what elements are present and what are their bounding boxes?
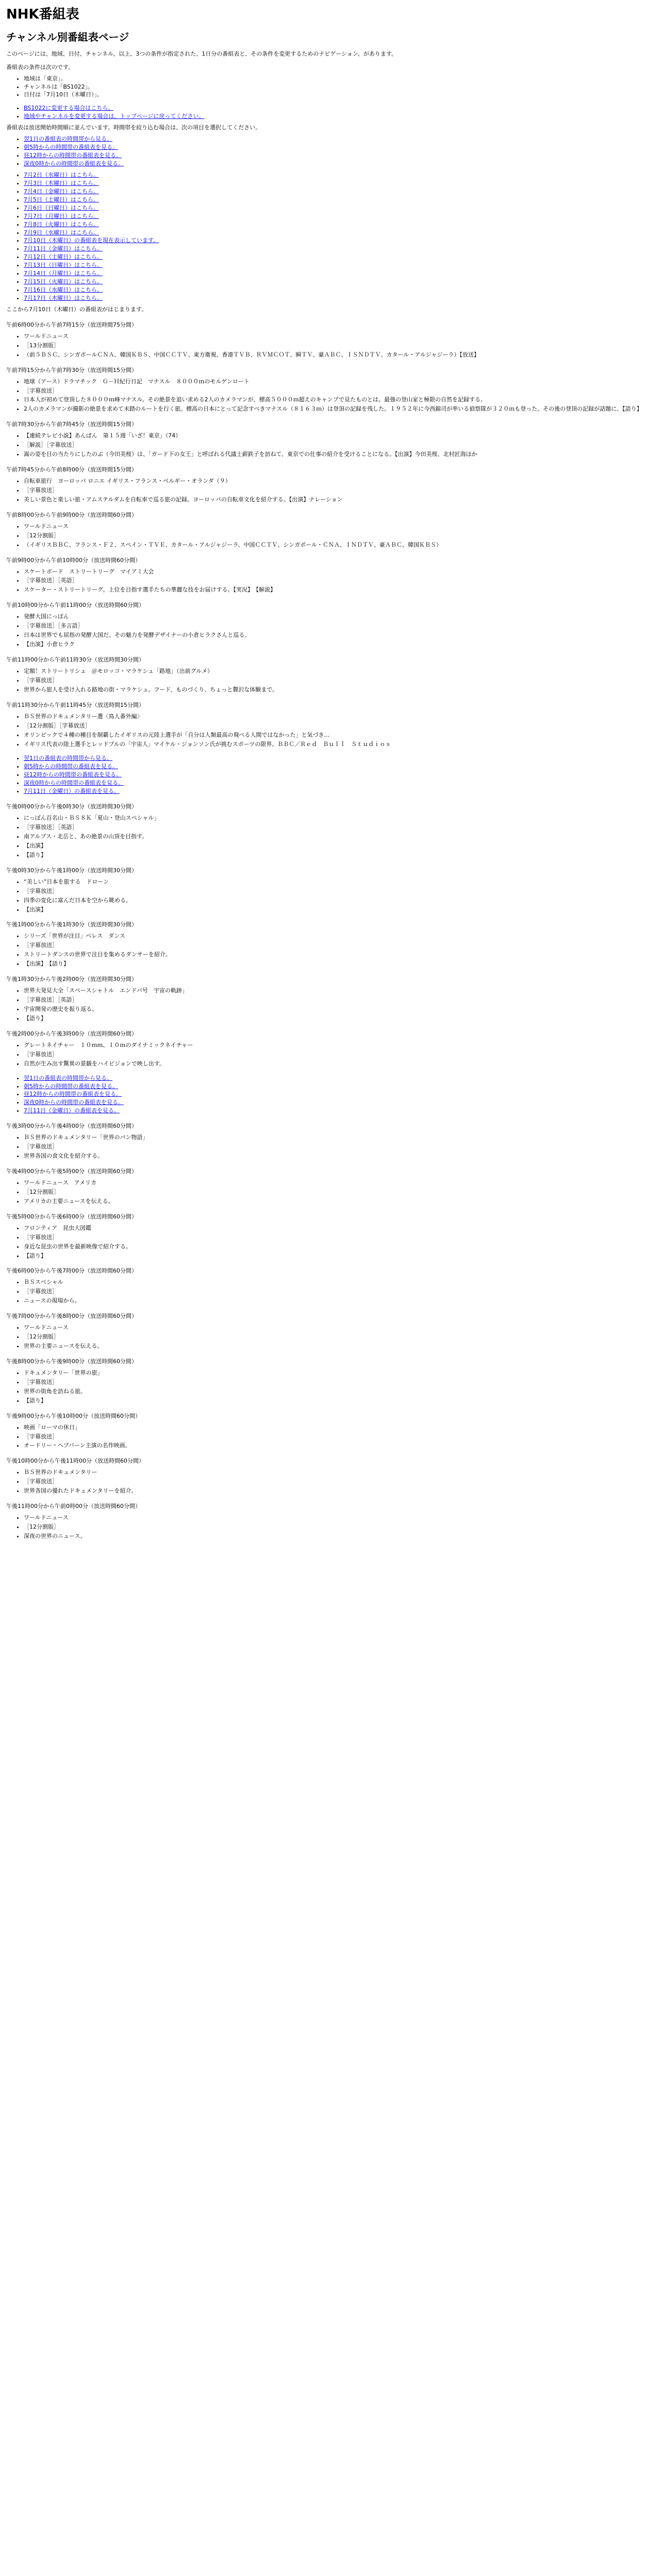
- program-detail: • イギリス代表の陸上選手とレッドブルの「宇宙人」マイケル・ジョンソン氏が挑むスポーツの限界。ＢＢＣ／Ｒｅｄ Ｂｕｌｌ Ｓｔｕｄｉｏｓ: [24, 740, 643, 749]
- program-list-b: [6, 803, 643, 1067]
- program-list-a: [6, 321, 643, 749]
- program-title: • 【連続テレビ小説】あんぱん 第１５週「いざ！東京」（74）: [24, 432, 643, 440]
- time-link[interactable]: 深夜0時からの時間帯の番組表を見る。: [24, 779, 124, 787]
- conditions-label: 番組表の条件は次のです。: [6, 63, 74, 71]
- page-title: チャンネル別番組表ページ: [6, 30, 129, 43]
- program-detail: • ［字幕放送］［多言語］: [24, 622, 643, 630]
- program-title: • フロンティア 昆虫大図鑑: [24, 1224, 643, 1232]
- date-link[interactable]: 7月7日（月曜日）はこちら。: [24, 212, 99, 219]
- program-detail: • ［字幕放送］［英語］: [24, 823, 643, 832]
- program-detail: • 世界各国の優れたドキュメンタリーを紹介。: [24, 1487, 643, 1495]
- date-link[interactable]: 7月15日（火曜日）はこちら。: [24, 278, 103, 285]
- time-link[interactable]: 朝5時からの時間帯の番組表を見る。: [24, 1082, 118, 1090]
- program-detail: • ［字幕放送］: [24, 887, 643, 895]
- program-entry: [6, 1412, 643, 1450]
- program-entry: [6, 420, 643, 459]
- program-detail: • ［13分割版］: [24, 342, 643, 350]
- program-detail: • ［字幕放送］: [24, 676, 643, 685]
- program-entry: [6, 867, 643, 914]
- program-detail: • ［字幕放送］: [24, 1287, 643, 1296]
- program-title: • 定額！ストリートリシュ ＠モロッコ・マラケシュ「路地」（出前グルメ）: [24, 667, 643, 675]
- program-detail: • ［字幕放送］: [24, 387, 643, 395]
- program-details: [6, 432, 643, 459]
- program-details: [6, 987, 643, 1023]
- program-details: [6, 477, 643, 504]
- program-time: 午後7時00分から午後8時00分（放送時間60分間）: [6, 1313, 137, 1320]
- program-time: 午後10時00分から午後11時00分（放送時間60分間）: [6, 1458, 144, 1465]
- date-link[interactable]: 7月2日（水曜日）はこちら。: [24, 171, 99, 178]
- program-detail: • ［12分割版］: [24, 1523, 643, 1531]
- program-time: 午後1時30分から午後2時00分（放送時間30分間）: [6, 976, 137, 983]
- program-detail: • オリンピックで４種の種目を制覇したイギリスの元陸上選手が「自分は人類最高の飛べる人間ではなかった」と気づき…: [24, 731, 643, 739]
- time-link[interactable]: 深夜0時からの時間帯の番組表を見る。: [24, 160, 124, 167]
- date-link[interactable]: 7月17日（木曜日）はこちら。: [24, 295, 103, 301]
- time-nav-b: [6, 754, 643, 795]
- program-detail: • 四季の変化に富んだ日本を空から眺める。: [24, 896, 643, 905]
- program-title: • ＢＳスペシャル: [24, 1278, 643, 1286]
- time-note: 番組表は放送開始時間順に並んでいます。時間帯を絞り込む場合は、次の項目を選択してください。: [6, 124, 261, 131]
- program-title: • ワールドニュース: [24, 1324, 643, 1332]
- program-time: 午前7時15分から午前7時30分（放送時間15分間）: [6, 366, 137, 374]
- date-link-current[interactable]: 7月10日（木曜日）の番組表を現在表示しています。: [24, 237, 159, 244]
- program-time: 午後2時00分から午後3時00分（放送時間60分間）: [6, 1030, 137, 1037]
- program-entry: [6, 1030, 643, 1068]
- date-link[interactable]: 7月6日（日曜日）はこちら。: [24, 204, 99, 211]
- program-time: 午後8時00分から午後9時00分（放送時間60分間）: [6, 1358, 137, 1365]
- program-detail: • ［字幕放送］: [24, 1143, 643, 1151]
- program-detail: • （イギリスＢＢＣ、フランス・Ｆ２、スペイン・ＴＶＥ、カタール・アルジャジーラ、中国ＣＣＴＶ、シンガポール・ＣＮＡ、ＩＮＤＴＶ、豪ＡＢＣ、韓国ＫＢＳ）: [24, 541, 643, 549]
- program-detail: • 日本は世界でも屈指の発酵大国だ。その魅力を発酵デザイナーの小倉ヒラクさんと巡る。: [24, 631, 643, 639]
- program-entry: [6, 701, 643, 749]
- program-details: [6, 1224, 643, 1260]
- program-entry: [6, 1167, 643, 1206]
- program-detail: • 【語り】: [24, 1014, 643, 1023]
- program-title: • ワールドニュース アメリカ: [24, 1179, 643, 1187]
- program-title: • ワールドニュース: [24, 522, 643, 531]
- time-links-a: [6, 135, 643, 168]
- program-title: • 世界大発見大全「スペースシャトル エンドバ号 宇宙の軌跡」: [24, 987, 643, 995]
- program-details: [6, 1423, 643, 1450]
- program-time: 午前9時00分から午前10時00分（放送時間60分間）: [6, 556, 141, 564]
- program-entry: [6, 511, 643, 549]
- program-detail: • 世界から旅人を受け入れる路地の街・マラケシュ。フード、ものづくり、ちょっと贅沢な体験まで。: [24, 686, 643, 694]
- program-entry: [6, 1213, 643, 1260]
- program-detail: • 【語り】: [24, 1252, 643, 1260]
- program-detail: • 【出演】小倉ヒラク: [24, 640, 643, 649]
- program-title: • 地球（アース）ドラマチック Ｇ－Ｈ紀行日記 マナスル ８０００ｍのモルゲンロート: [24, 378, 643, 386]
- program-detail: • アメリカの主要ニュースを伝える。: [24, 1197, 643, 1206]
- program-details: [6, 878, 643, 914]
- condition-item: • 日付は「7月10日（木曜日）」。: [24, 91, 643, 99]
- program-entry: [6, 601, 643, 649]
- program-detail: • 世界各国の食文化を紹介する。: [24, 1152, 643, 1160]
- program-entry: [6, 556, 643, 595]
- change-channel-link[interactable]: BS1022に変更する場合はこちら。: [24, 105, 114, 112]
- program-detail: • ［字幕放送］: [24, 1233, 643, 1242]
- date-link[interactable]: 7月5日（土曜日）はこちら。: [24, 196, 99, 203]
- program-detail: • ストリートダンスの世界で注目を集めるダンサーを紹介。: [24, 951, 643, 959]
- program-time: 午前8時00分から午前9時00分（放送時間60分間）: [6, 511, 137, 518]
- program-time: 午前6時00分から午前7時15分（放送時間75分間）: [6, 321, 137, 328]
- program-detail: • ［字幕放送］: [24, 1050, 643, 1059]
- program-detail: • ［字幕放送］: [24, 1378, 643, 1386]
- program-time: 午前11時00分から午前11時30分（放送時間30分間）: [6, 656, 144, 663]
- program-entry: [6, 466, 643, 504]
- program-entry: [6, 321, 643, 359]
- program-detail: • ［字幕放送］: [24, 1478, 643, 1486]
- program-detail: • オードリー・ヘプバーン主演の名作映画。: [24, 1442, 643, 1450]
- program-detail: • 世界の主要ニュースを伝える。: [24, 1342, 643, 1350]
- condition-item: • 地域は「東京」。: [24, 75, 643, 83]
- program-title: • ドキュメンタリー「世界の旅」: [24, 1369, 643, 1377]
- program-detail: • ［字幕放送］: [24, 486, 643, 495]
- program-time: 午前7時30分から午前7時45分（放送時間15分間）: [6, 421, 137, 428]
- program-title: • ワールドニュース: [24, 1514, 643, 1522]
- program-time: 午後4時00分から午後5時00分（放送時間60分間）: [6, 1168, 137, 1175]
- date-link[interactable]: 7月16日（水曜日）はこちら。: [24, 286, 103, 294]
- program-title: • ＢＳ世界のドキュメンタリー選〈鳥人番外編〉: [24, 713, 643, 721]
- program-entry: [6, 1312, 643, 1350]
- program-details: [6, 378, 643, 414]
- program-detail: • スケーター・ストリートリーグ。上位を目指す選手たちの華麗な技をお届けする。【実況】 【解説】: [24, 586, 643, 594]
- program-details: [6, 522, 643, 549]
- date-link[interactable]: 7月12日（土曜日）はこちら。: [24, 253, 103, 261]
- program-time: 午後0時00分から午後0時30分（放送時間30分間）: [6, 803, 137, 810]
- program-title: • 映画「ローマの休日」: [24, 1423, 643, 1432]
- date-links: [6, 171, 643, 302]
- program-time: 午前7時45分から午前8時00分（放送時間15分間）: [6, 466, 137, 473]
- program-entry: [6, 975, 643, 1023]
- date-link[interactable]: 7月11日（金曜日）はこちら。: [24, 245, 103, 252]
- program-time: 午後11時00分から午前0時00分（放送時間60分間）: [6, 1503, 141, 1510]
- program-detail: • 身近な昆虫の世界を最新映像で紹介する。: [24, 1243, 643, 1251]
- program-time: 午後9時00分から午後10時00分（放送時間60分間）: [6, 1412, 141, 1419]
- program-details: [6, 667, 643, 694]
- program-details: [6, 1278, 643, 1305]
- program-time: 午後5時00分から午後6時00分（放送時間60分間）: [6, 1213, 137, 1220]
- program-detail: • 自然が生み出す驚異の景観をハイビジョンで映し出す。: [24, 1060, 643, 1068]
- program-detail: • 【語り】: [24, 1397, 643, 1405]
- date-link[interactable]: 7月4日（金曜日）はこちら。: [24, 188, 99, 195]
- program-title: • ＢＳ世界のドキュメンタリー「世界のパン物語」: [24, 1133, 643, 1142]
- program-title: • ＢＳ世界のドキュメンタリー: [24, 1468, 643, 1477]
- program-time: 午後3時00分から午後4時00分（放送時間60分間）: [6, 1123, 137, 1130]
- time-links-c: [6, 1074, 643, 1115]
- program-time: 午前10時00分から午前11時00分（放送時間60分間）: [6, 602, 144, 609]
- intro-text: このページには、地域、日付、チャンネル、以上、3つの条件が指定された、1日分の番組表と、その条件を変更するためのナビゲーション、があります。: [6, 50, 398, 57]
- program-details: [6, 332, 643, 359]
- date-link[interactable]: 7月8日（火曜日）はこちら。: [24, 221, 99, 228]
- program-title: • “美しい”日本を旅する ドローン: [24, 878, 643, 886]
- program-detail: • 【出演】 【語り】: [24, 960, 643, 968]
- program-details: [6, 1369, 643, 1405]
- program-detail: • 嵩の姿を目の当たりにしたのぶ（今田美桜）は、「ガード下の女王」と呼ばれる代議士薪鉄子を訪ねて、東京での仕事の紹介を受けることになる。【出演】今田美桜、北村匠海ほか: [24, 450, 643, 459]
- program-details: [6, 1041, 643, 1068]
- time-link[interactable]: 翌1日の番組表の時間帯から見る。: [24, 1074, 112, 1081]
- program-title: • 発酵大国にっぽん: [24, 613, 643, 621]
- program-detail: • 2人のカメラマンが撮影の絶景を求めて未踏のルートを行く旅。標高の日本にとって記念すべきマナスル（８１６３ｍ）は登頂の記録を残した。１９５２年に今西錦司が率いる偵察隊が３２０ｍも登った。その後の登頂の記録が話題に。【語り】: [24, 405, 643, 413]
- program-entry: [6, 1267, 643, 1305]
- program-detail: • 【出演】: [24, 842, 643, 850]
- next-day-link[interactable]: 7月11日（金曜日）の番組表を見る。: [24, 1107, 120, 1114]
- time-link[interactable]: 昼12時からの時間帯の番組表を見る。: [24, 1091, 122, 1098]
- program-detail: • ニュースの現場から。: [24, 1297, 643, 1305]
- time-link[interactable]: 深夜0時からの時間帯の番組表を見る。: [24, 1099, 124, 1106]
- program-title: • スケートボード ストリートリーグ マイアミ大会: [24, 568, 643, 576]
- program-detail: • 日本人が初めて登頂した８０００ｍ峰マナスル。その絶景を追い求める2人のカメラマンが、標高５０００ｍ超えのキャンプで見たものとは。最強の登山家と極限の自然を記録する。: [24, 396, 643, 404]
- program-entry: [6, 1502, 643, 1540]
- program-detail: • 【語り】: [24, 851, 643, 859]
- program-detail: • ［解説］［字幕放送］: [24, 441, 643, 449]
- date-link[interactable]: 7月9日（水曜日）はこちら。: [24, 229, 99, 236]
- program-list-c: [6, 1122, 643, 1540]
- site-title: NHK番組表: [6, 7, 79, 22]
- program-time: 午後0時30分から午後1時00分（放送時間30分間）: [6, 867, 137, 874]
- program-time: 午前11時30分から午前11時45分（放送時間15分間）: [6, 701, 144, 708]
- time-link[interactable]: 朝5時からの時間帯の番組表を見る。: [24, 144, 118, 151]
- program-title: • グレートネイチャー １０ｍｍ、１０ｍのダイナミックネイチャー: [24, 1041, 643, 1049]
- program-detail: • ［12分割版］: [24, 1333, 643, 1341]
- time-link[interactable]: 朝5時からの時間帯の番組表を見る。: [24, 763, 118, 770]
- program-details: [6, 932, 643, 968]
- program-entry: [6, 1358, 643, 1405]
- program-detail: • 世界の街角を訪ねる旅。: [24, 1387, 643, 1396]
- time-links-b: [6, 754, 643, 795]
- program-details: [6, 814, 643, 859]
- program-details: [6, 1179, 643, 1206]
- program-entry: [6, 366, 643, 414]
- program-detail: • ［12分割版］: [24, 1188, 643, 1196]
- next-day-link[interactable]: 7月11日（金曜日）の番組表を見る。: [24, 788, 120, 795]
- program-details: [6, 713, 643, 749]
- program-title: • シリーズ「世界が注目」ペレス ダンス: [24, 932, 643, 940]
- program-details: [6, 1324, 643, 1350]
- program-entry: [6, 1122, 643, 1160]
- program-detail: • 宇宙開発の歴史を振り返る。: [24, 1005, 643, 1013]
- program-details: [6, 613, 643, 649]
- program-entry: [6, 1457, 643, 1495]
- date-link[interactable]: 7月3日（木曜日）はこちら。: [24, 179, 99, 187]
- program-details: [6, 568, 643, 595]
- program-details: [6, 1133, 643, 1160]
- program-detail: • 深夜の世界のニュース。: [24, 1532, 643, 1540]
- program-detail: • ［12分割版］: [24, 532, 643, 540]
- time-link[interactable]: 昼12時からの時間帯の番組表を見る。: [24, 152, 122, 159]
- time-link[interactable]: 昼12時からの時間帯の番組表を見る。: [24, 771, 122, 778]
- schedule-intro: ここから7月10日（木曜日）の番組表がはじまります。: [6, 306, 147, 313]
- conditions: [6, 63, 643, 99]
- back-to-top-link[interactable]: 地域やチャンネルを変更する場合は、トップページに戻ってください。: [24, 113, 205, 120]
- program-detail: • （前５ＢＳＣ、シンガポールＣＮＡ、韓国ＫＢＳ、中国ＣＣＴＶ、東方衛視、香港ＴＶＢ、ＲＶＭＣＯＴ、瞬ＴＶ、豪ＡＢＣ、ＩＳＮＤＴＶ、カタール・アルジャジーラ）【放送】: [24, 351, 643, 359]
- program-detail: • ［字幕放送］［英語］: [24, 996, 643, 1004]
- program-entry: [6, 921, 643, 968]
- time-nav-c: [6, 1074, 643, 1115]
- program-detail: • 南アルプス・北岳と、あの絶景の山頂を目指す。: [24, 833, 643, 841]
- condition-item: • チャンネルは「BS1022」。: [24, 83, 643, 91]
- time-link[interactable]: 翌1日の番組表の時間帯から見る。: [24, 755, 112, 762]
- program-entry: [6, 656, 643, 694]
- conditions-list: [6, 75, 643, 99]
- date-link[interactable]: 7月14日（月曜日）はこちら。: [24, 270, 103, 277]
- program-details: [6, 1514, 643, 1540]
- program-entry: [6, 803, 643, 859]
- program-detail: • ［12分割版］［字幕放送］: [24, 722, 643, 730]
- time-link[interactable]: 翌1日の番組表の時間帯から見る。: [24, 135, 112, 143]
- program-detail: • 【出演】: [24, 906, 643, 914]
- program-detail: • ［字幕放送］: [24, 1433, 643, 1441]
- program-title: • にっぽん百名山・ＢＳ８Ｋ「夏山・登山スペシャル」: [24, 814, 643, 822]
- date-link[interactable]: 7月13日（日曜日）はこちら。: [24, 262, 103, 269]
- program-detail: • ［字幕放送］［英語］: [24, 577, 643, 585]
- program-details: [6, 1468, 643, 1495]
- program-time: 午後1時00分から午後1時30分（放送時間30分間）: [6, 921, 137, 928]
- program-time: 午後6時00分から午後7時00分（放送時間60分間）: [6, 1267, 137, 1275]
- program-detail: • 美しい景色と楽しい旅・アムステルダムを自転車で巡る旅の記録。ヨーロッパの自転車文化を紹介する。【出演】ナレーション: [24, 496, 643, 504]
- change-links: [6, 104, 643, 121]
- program-title: • 自転車旅行 ヨーロッパ ロニエ イギリス・フランス・ベルギー・オランダ（９）: [24, 477, 643, 485]
- program-title: • ワールドニュース: [24, 332, 643, 341]
- program-detail: • ［字幕放送］: [24, 941, 643, 950]
